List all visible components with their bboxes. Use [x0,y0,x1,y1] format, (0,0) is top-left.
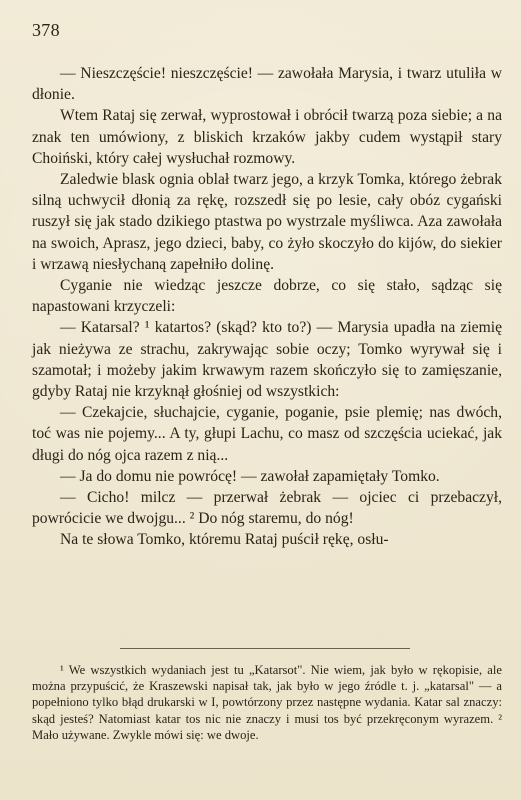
paragraph-7: — Ja do domu nie powrócę! — zawołał zapamiętały Tomko. [60,467,440,485]
paragraph-8: — Cicho! milcz — przerwał żebrak — ojciec ci przebaczył, powrócicie we dwojgu... ² Do nóg staremu, do nóg! [32,489,502,528]
page-number: 378 [32,20,60,40]
paragraph-5: — Katarsal? ¹ katartos? (skąd? kto to?) — Marysia upadła na ziemię jak nieżywa ze strachu, zakrywając sobie oczy; Tomko wyrywał się i szamotał; i możeby jakim krwawym razem skończyło się to zamięszanie, gdyby Rataj nie krzyknął głośniej od wszystkich: [32,319,502,401]
footnote-divider [120,648,410,649]
paragraph-6: — Czekajcie, słuchajcie, cyganie, poganie, psie plemię; nas dwóch, toć was nie pojemy... A ty, głupi Lachu, co masz od szczęścia uciekać, jak długi do nóg ojca razem z nią... [32,404,502,464]
paragraph-9: Na te słowa Tomko, któremu Rataj puścił rękę, osłu- [60,531,389,549]
main-text [32,63,502,551]
paragraph-1: — Nieszczęście! nieszczęście! — zawołała Marysia, i twarz utuliła w dłonie. [32,65,502,104]
footnote-text: ¹ We wszystkich wydaniach jest tu „Katarsot". Nie wiem, jak było w rękopisie, ale można przypuścić, że Kraszewski napisał tak, jak było w jego źródle t. j. „katarsal" — a popełniono tylko błąd drukarski w I, powtórzony przez następne wydania. Katar sal znaczy: skąd jesteś? Natomiast katar tos nic nie znaczy i musi tos być przekręconym wyrazem. ² Mało używane. Zwykle mówi się: we dwoje. [32,663,502,742]
paragraph-4: Cyganie nie wiedząc jeszcze dobrze, co się stało, sądząc się napastowani krzyczeli: [32,277,502,316]
paragraph-3: Zaledwie blask ognia oblał twarz jego, a krzyk Tomka, którego żebrak silną uchwycił dłonią za rękę, rozszedł się po lesie, cały obóz cygański ruszył się jak stado dzikiego ptastwa po wystrzale myśliwca. Aza zawołała na swoich, Aprasz, jego dzieci, baby, co żyło skoczyło do kijów, do siekier i wrzawą niesłychaną zapełniło dolinę. [32,171,502,273]
footnotes [32,662,502,743]
paragraph-2: Wtem Rataj się zerwał, wyprostował i obrócił twarzą poza siebie; a na znak ten umówiony, z bliskich krzaków jakby cudem wystąpił stary Choiński, który całej wysłuchał rozmowy. [32,107,502,167]
